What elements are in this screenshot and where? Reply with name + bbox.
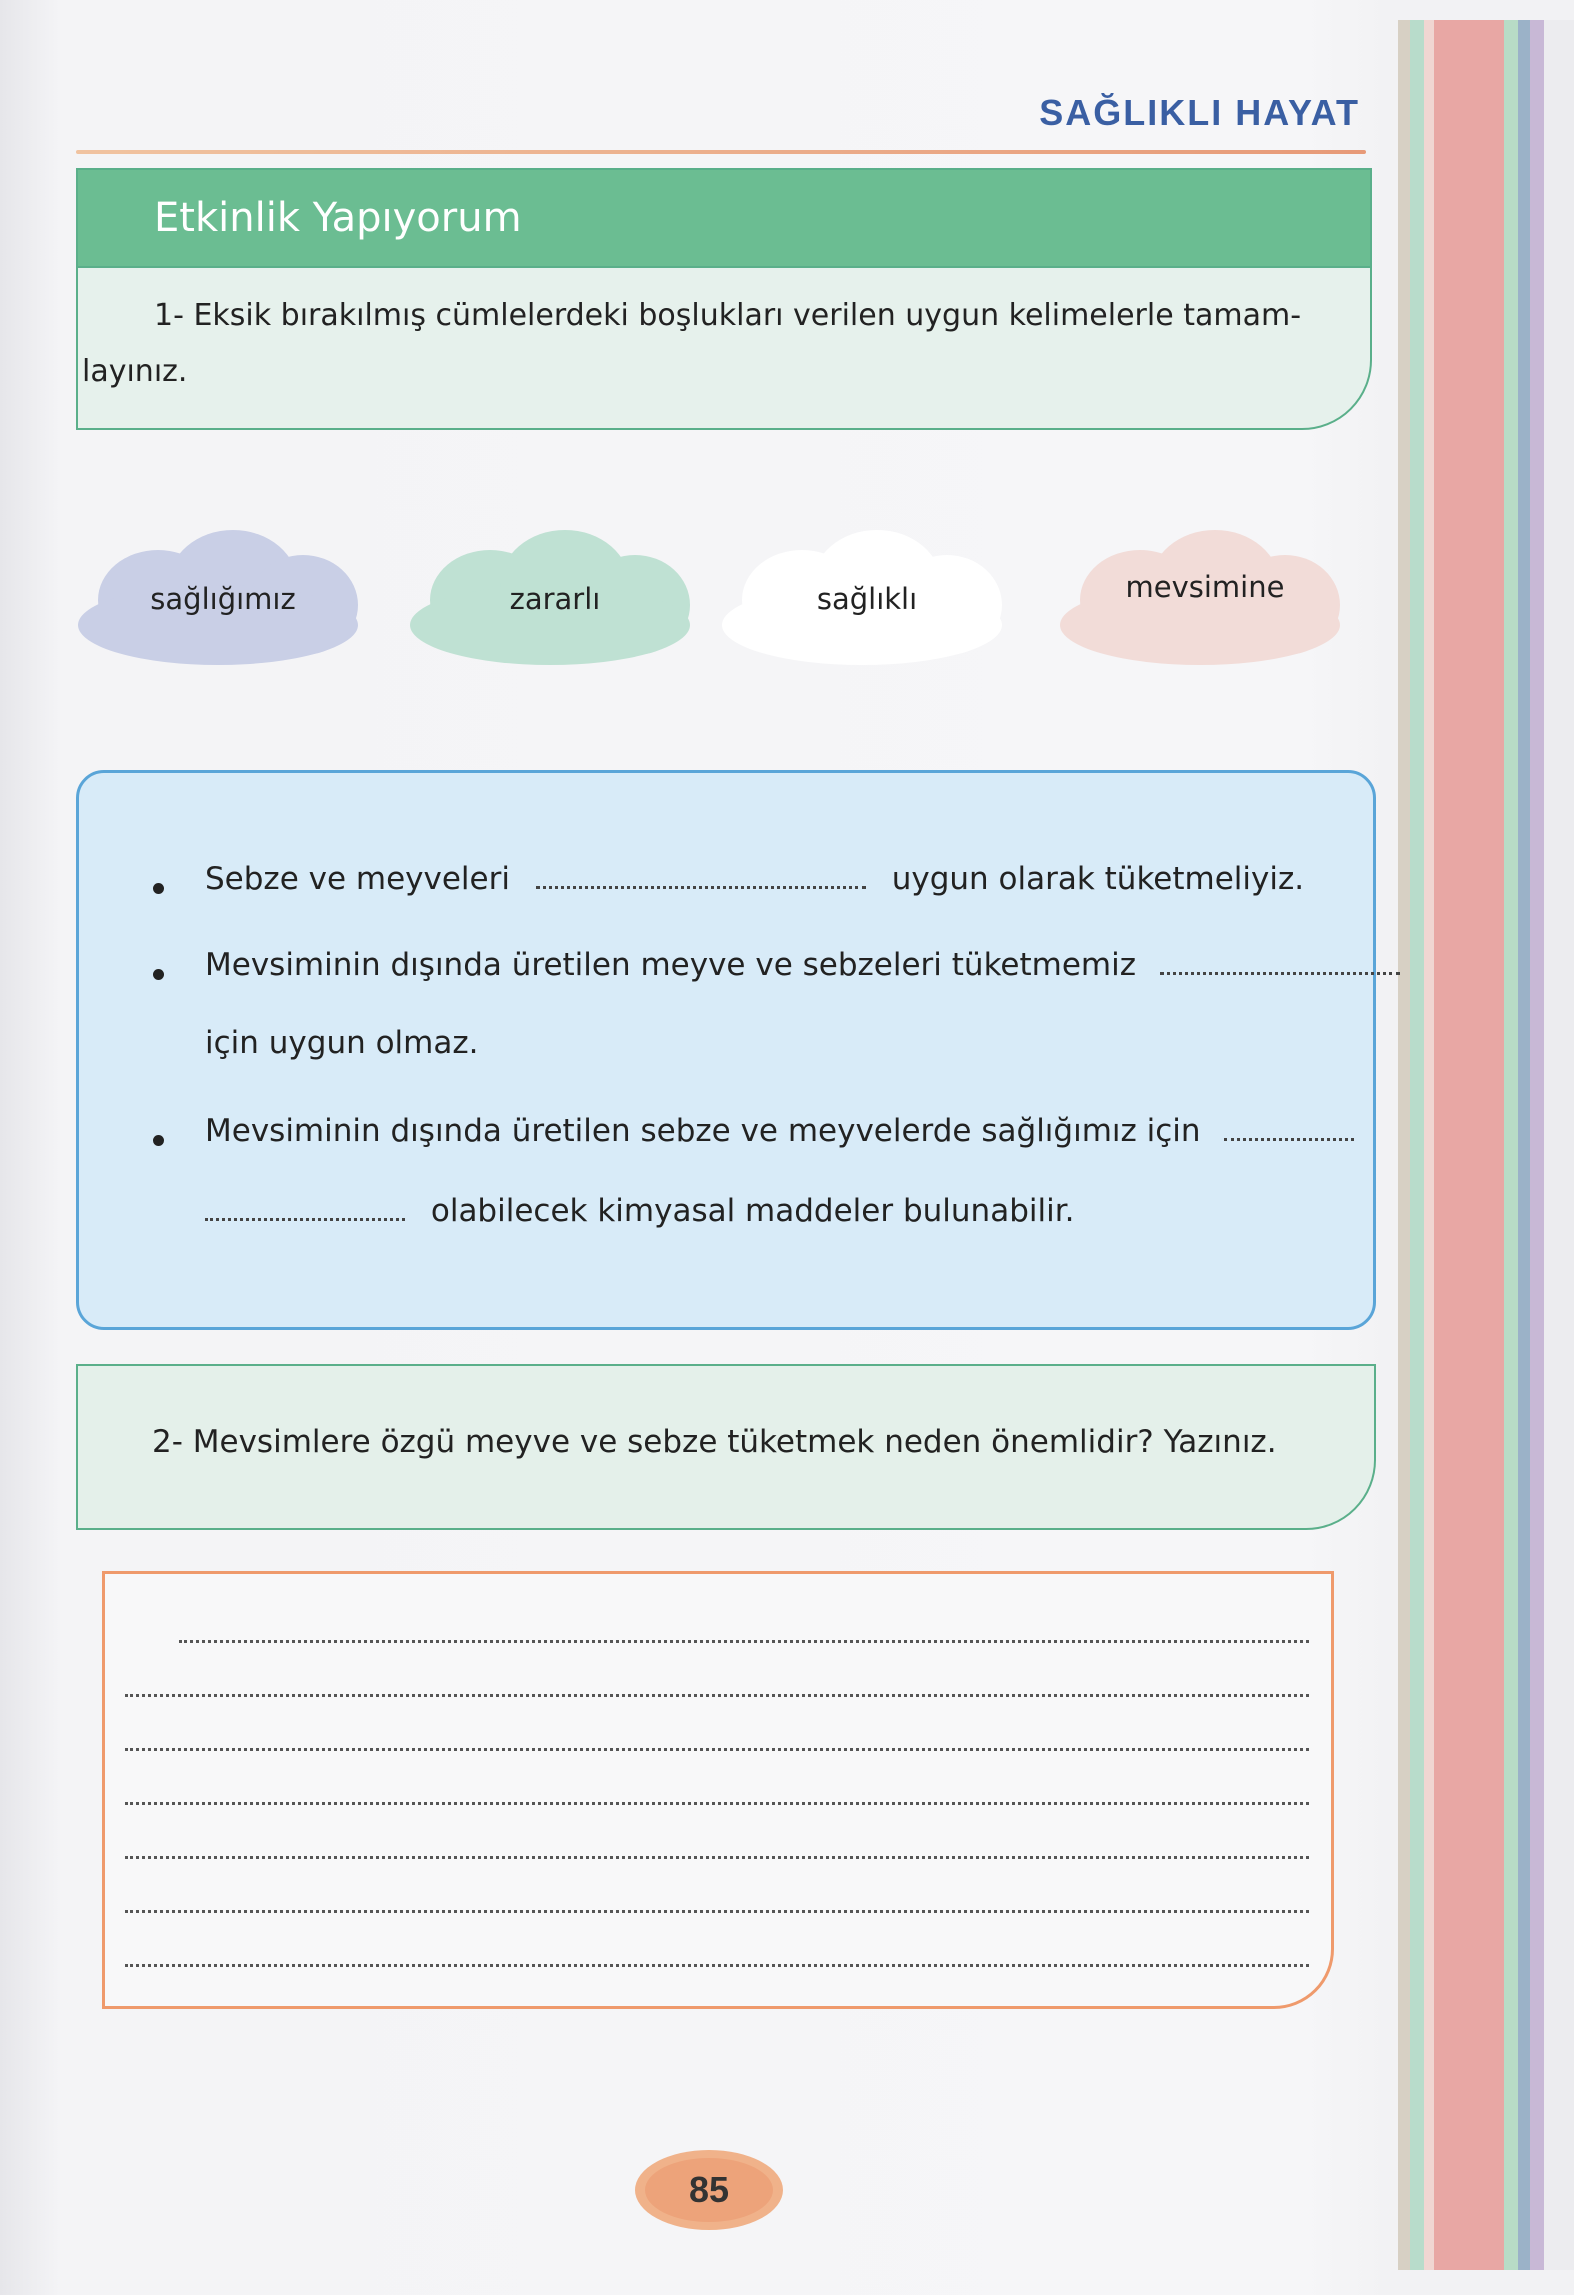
answer-line[interactable] xyxy=(179,1640,1309,1643)
blank-field[interactable] xyxy=(205,1196,405,1221)
answer-box[interactable] xyxy=(102,1571,1334,2009)
activity-1-panel xyxy=(76,168,1372,430)
sentence-2 xyxy=(205,947,1400,983)
page-edge-stripe xyxy=(1530,20,1544,2270)
word-cloud-label: mevsimine xyxy=(1125,570,1285,604)
word-cloud-label: sağlığımız xyxy=(150,582,296,616)
activity-heading: Etkinlik Yapıyorum xyxy=(154,195,522,241)
blank-field[interactable] xyxy=(536,864,866,889)
sentence-1 xyxy=(205,861,1304,897)
page-edge-stripe xyxy=(1518,20,1530,2270)
sentence-2-start: Mevsiminin dışında üretilen meyve ve sebzeleri tüketmemiz xyxy=(205,947,1136,983)
bullet-icon xyxy=(153,969,164,980)
sentence-3-start: Mevsiminin dışında üretilen sebze ve meyvelerde sağlığımız için xyxy=(205,1113,1201,1149)
page-number-badge xyxy=(635,2150,783,2230)
page-edge-stripe xyxy=(1398,20,1410,2270)
word-cloud xyxy=(410,530,700,680)
page-edge-stripe xyxy=(1410,20,1424,2270)
instruction-line-1: 1- Eksik bırakılmış cümlelerdeki boşlukları verilen uygun kelimelerle tamam- xyxy=(154,298,1302,333)
header-divider xyxy=(76,150,1366,154)
answer-line[interactable] xyxy=(125,1964,1309,1967)
activity-1-instruction xyxy=(78,288,1368,400)
word-cloud xyxy=(1060,530,1350,680)
blank-field[interactable] xyxy=(1160,950,1400,975)
activity-heading-bar xyxy=(78,170,1370,268)
blank-field[interactable] xyxy=(1224,1116,1354,1141)
page-edge-stripe xyxy=(1424,20,1434,2270)
page-number: 85 xyxy=(688,2169,730,2210)
word-cloud xyxy=(78,530,368,680)
activity-2-panel xyxy=(76,1364,1376,1530)
page-header-title: SAĞLIKLI HAYAT xyxy=(1039,92,1360,133)
answer-line[interactable] xyxy=(125,1802,1309,1805)
answer-line[interactable] xyxy=(125,1694,1309,1697)
sentence-2-continuation: için uygun olmaz. xyxy=(205,1025,479,1061)
word-cloud-label: sağlıklı xyxy=(816,582,918,616)
sentence-3-continuation xyxy=(205,1193,1074,1229)
fill-in-sentences-box xyxy=(76,770,1376,1330)
answer-line[interactable] xyxy=(125,1910,1309,1913)
page-edge-stripe xyxy=(1504,20,1518,2270)
instruction-line-2: layınız. xyxy=(82,354,188,389)
bullet-icon xyxy=(153,1135,164,1146)
sentence-1-start: Sebze ve meyveleri xyxy=(205,861,510,897)
sentence-3-end: olabilecek kimyasal maddeler bulunabilir. xyxy=(430,1193,1075,1229)
sentence-1-end: uygun olarak tüketmeliyiz. xyxy=(891,861,1305,897)
sentence-3 xyxy=(205,1113,1354,1149)
answer-line[interactable] xyxy=(125,1856,1309,1859)
page-edge-stripe xyxy=(1434,20,1504,2270)
activity-2-question: 2- Mevsimlere özgü meyve ve sebze tüketmek neden önemlidir? Yazınız. xyxy=(152,1424,1277,1460)
page-edge-stripe xyxy=(1544,20,1574,2270)
bullet-icon xyxy=(153,883,164,894)
answer-line[interactable] xyxy=(125,1748,1309,1751)
word-cloud-label: zararlı xyxy=(509,582,601,616)
word-cloud xyxy=(722,530,1012,680)
